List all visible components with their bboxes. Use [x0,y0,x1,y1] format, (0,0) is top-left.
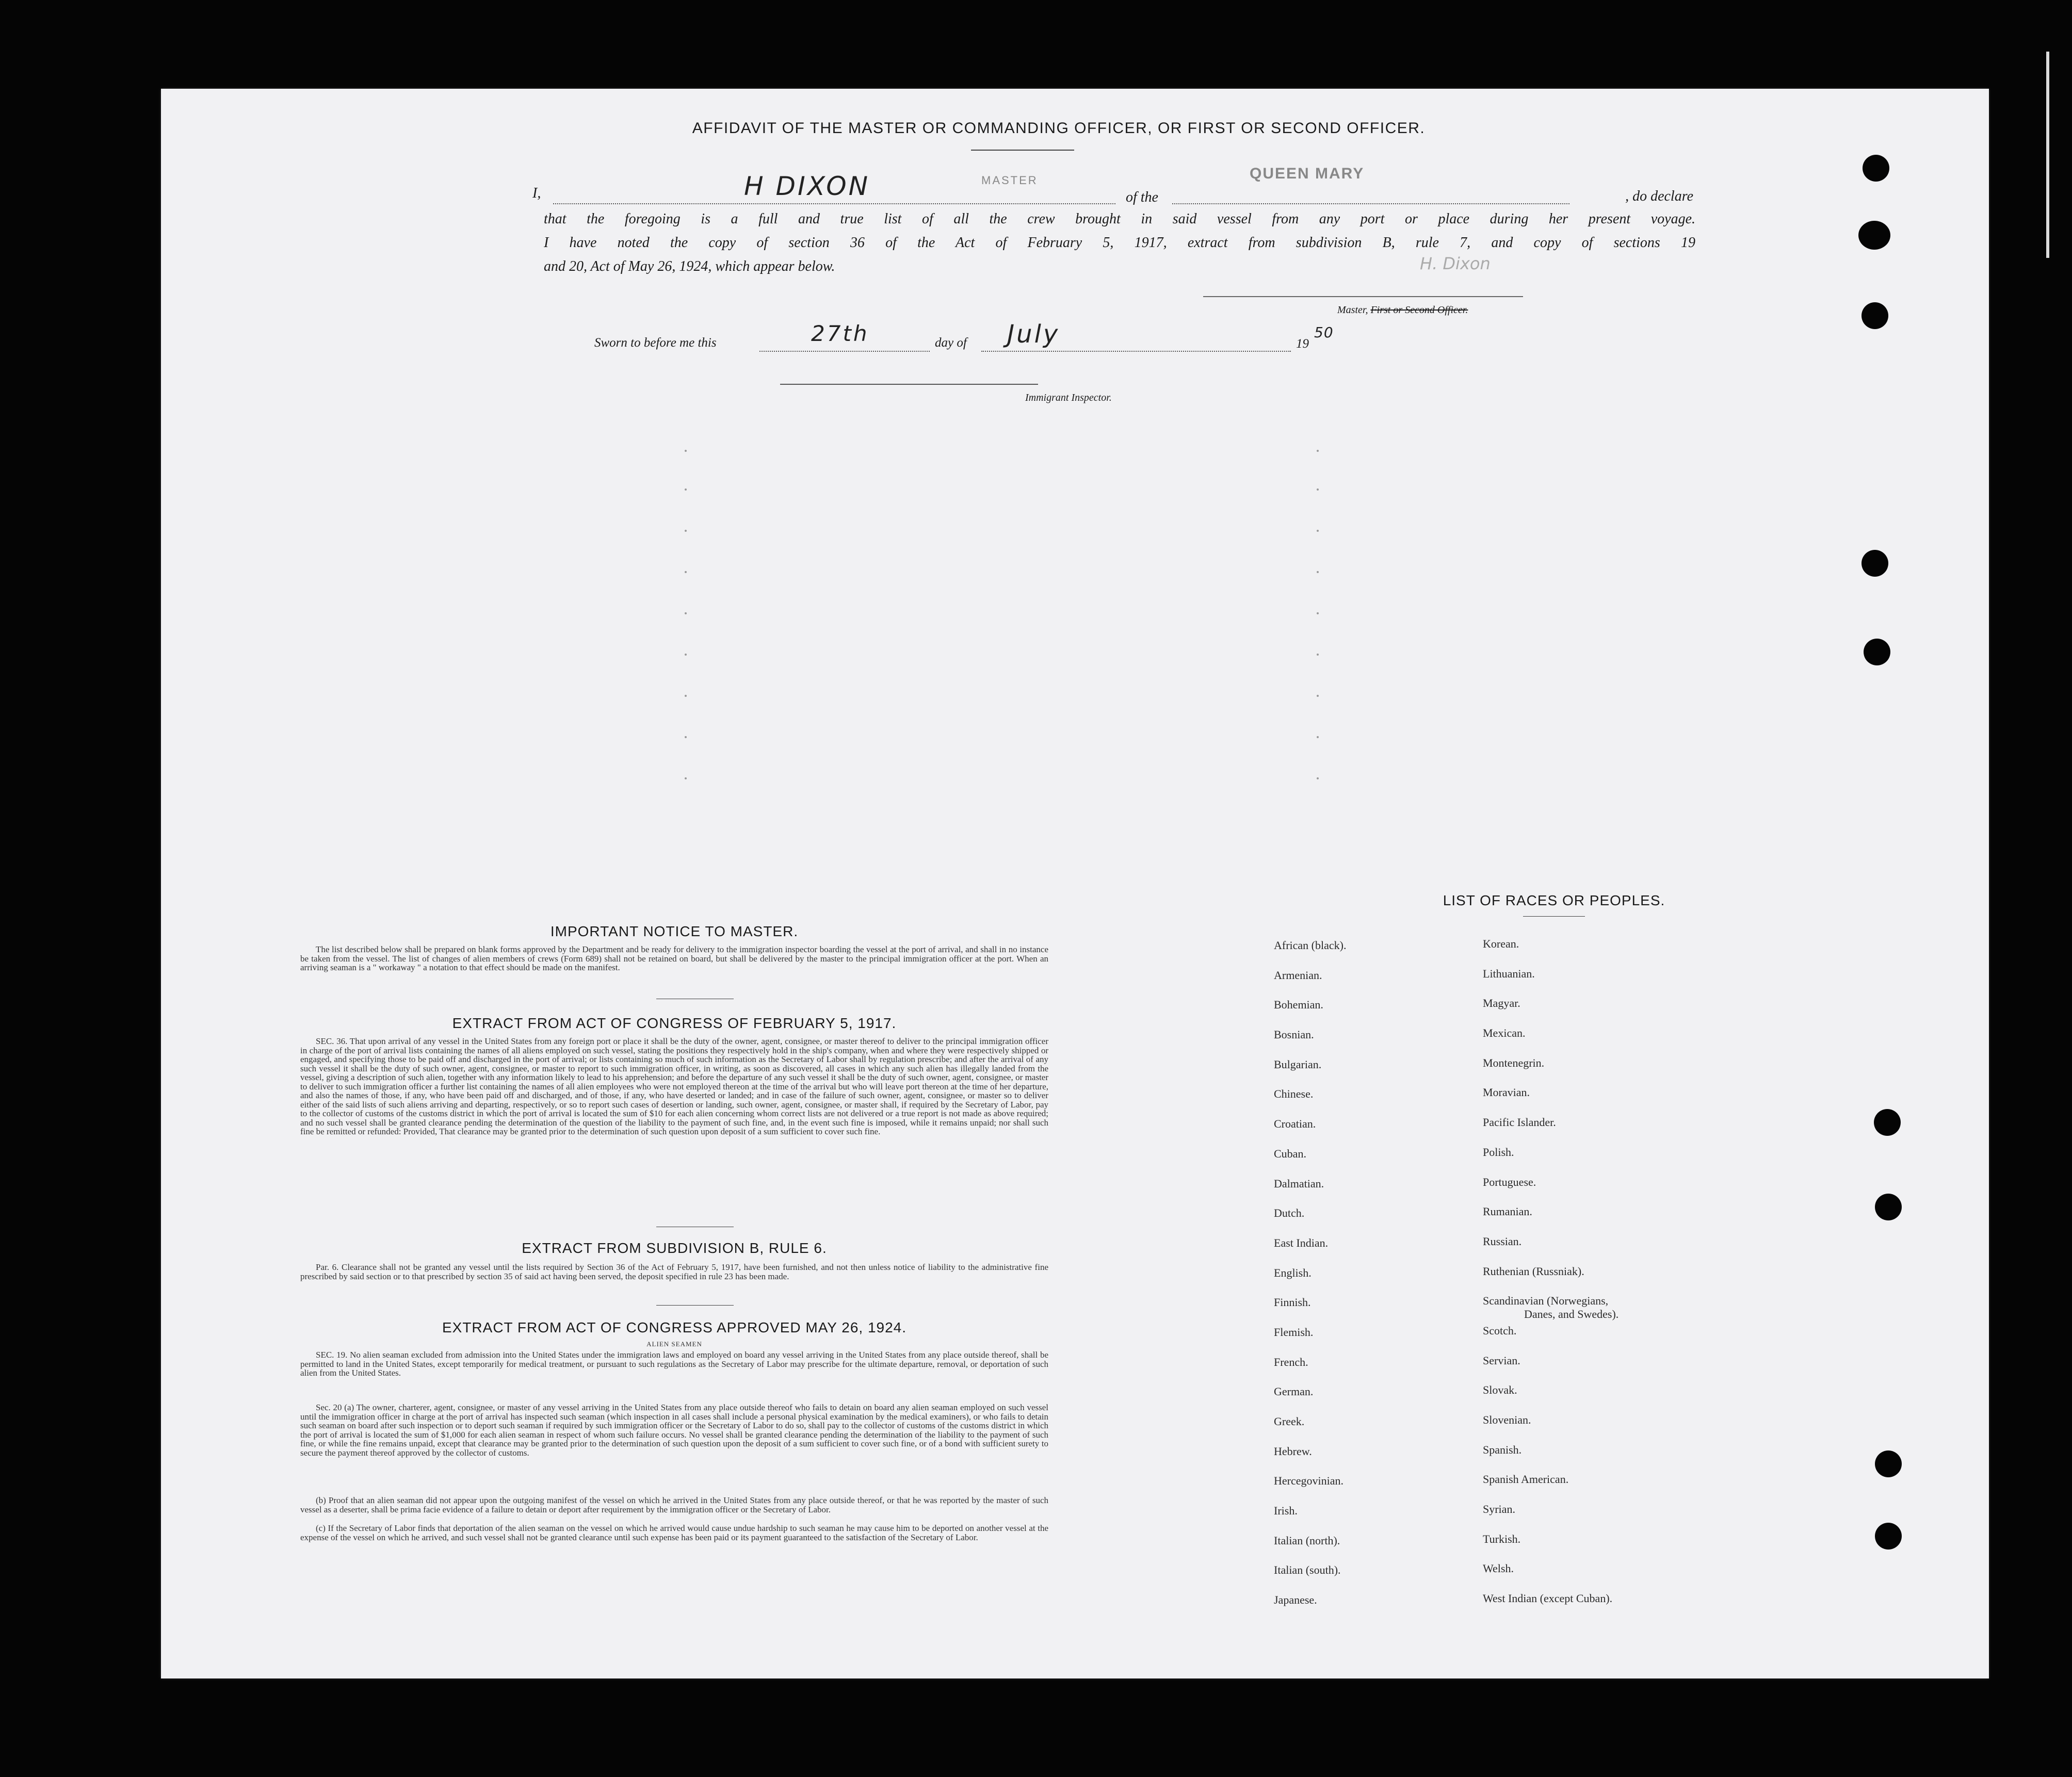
inspector-label: Immigrant Inspector. [1025,392,1112,403]
race-item: Moravian. [1483,1086,1530,1099]
race-item: Bohemian. [1274,998,1323,1012]
race-item: Spanish. [1483,1443,1522,1456]
declaration-line-2: I have noted the copy of section 36 of the Act of February 5, 1917, extract from subdivision B, rule 7, and copy of sections 19 [544,235,1695,251]
punch-hole [1864,639,1890,665]
inspector-line [780,384,1038,385]
of-the-label: of the [1126,189,1158,205]
form-mark [685,777,687,779]
race-item: Croatian. [1274,1117,1316,1131]
race-item: Magyar. [1483,997,1520,1010]
form-mark [685,736,687,738]
form-mark [1317,450,1319,452]
race-item: English. [1274,1266,1312,1279]
punch-hole [1863,155,1889,182]
form-mark [1317,530,1319,532]
extract-1917-text: SEC. 36. That upon arrival of any vessel in the United States from any foreign port or place it shall be the duty of the owner, agent, consignee, or master thereof to deliver to the principal immigration officer in charge of the port of arrival lists containing the names of all aliens employed on such vessel, stating the positions they respectively hold in the ship's company, when and where they were respectively shipped or engaged, and specifying those to be paid off and discharged in the port of arrival; or lists containing so much of such information as the Secretary of Labor shall by regulation prescribe; and after the arrival of any such vessel it shall be the duty of such owner, agent, consignee, or master to report to such immigration officer, in writing, as soon as discovered, all cases in which any such alien has illegally landed from the vessel, giving a description of such alien, together with any information likely to lead to his apprehension; and before the departure of any such vessel it shall be the duty of such owner, agent, consignee, or master to deliver to such immigration officer a further list containing the names of all alien employees who were not employed thereon at the time of the arrival but who will leave port thereon at the time of her departure, and also the names of those, if any, who have been paid off and discharged, and of those, if any, who have deserted or landed; and in case of the failure of such owner, agent, consignee, or master so to deliver either of the said lists of such aliens arriving and departing, respectively, or so to report such cases of desertion or landing, such owner, agent, consignee, or master shall, if required by the Secretary of Labor, pay to the collector of customs of the customs district in which the port of arrival is located the sum of $10 for each alien concerning whom correct lists are not delivered or a true report is not made as above required; and no such vessel shall be granted clearance pending the determination of the question of the liability to the payment of such fine, and, in the event such fine is imposed, while it remains unpaid; nor shall such fine be remitted or refunded: Provided, That clearance may be granted prior to the determination of such question upon deposit of a sum sufficient to cover such fine. [300,1036,1048,1136]
film-edge [2046,52,2049,258]
sworn-month-line [981,351,1291,352]
race-item: Italian (south). [1274,1563,1341,1577]
race-item: Ruthenian (Russniak). [1483,1264,1584,1278]
race-item: Korean. [1483,937,1519,950]
sec-20c-text: (c) If the Secretary of Labor finds that deportation of the alien seaman on the vessel on which he arrived would cause undue hardship to such seaman he may cause him to be deported on another vessel at the expense of the vessel on which he arrived, and such vessel shall not be granted clearance until such expense has been paid or its payment guaranteed to the satisfaction of the Secretary of Labor. [300,1523,1048,1542]
sworn-day-line [759,351,930,352]
race-item: Japanese. [1274,1593,1317,1607]
signer-struck: First or Second Officer. [1370,304,1468,316]
form-mark [1317,736,1319,738]
race-item: East Indian. [1274,1236,1329,1249]
form-mark [685,695,687,697]
race-item: Bosnian. [1274,1028,1314,1041]
document-sheet [161,89,1989,1678]
punch-hole [1861,302,1888,329]
sec-20b-text: (b) Proof that an alien seaman did not appear upon the outgoing manifest of the vessel on which he arrived in the United States from any place outside thereof, or that he was reported by the master of such vessel as a deserter, shall be prima facie evidence of a failure to detain or deport after requirement by the immigration officer or the Secretary of Labor. [300,1495,1048,1514]
signer-master: Master, [1337,304,1368,316]
race-item-continuation: Danes, and Swedes). [1524,1308,1619,1321]
declaration-line-3: and 20, Act of May 26, 1924, which appear below. [544,258,835,274]
signature-line [1203,296,1523,297]
race-item: Scandinavian (Norwegians, [1483,1294,1609,1308]
day-of-label: day of [935,336,967,350]
form-mark [1317,571,1319,573]
notice-text: The list described below shall be prepared on blank forms approved by the Department and be ready for delivery to the immigration inspector boarding the vessel at the port of arrival, and shall in no instance be taken from the vessel. The list of changes of alien members of crews (Form 689) shall not be retained on board, but shall be delivered by the master to the principal immigration officer at the port. When an arriving seaman is a " workaway " a notation to that effect should be made on the manifest. [300,944,1048,972]
extract-rule6-text: Par. 6. Clearance shall not be granted any vessel until the lists required by Section 36 of the Act of February 5, 1917, have been furnished, and not then unless notice of liability to the administrative fine prescribed by said section or to that prescribed by section 35 of said act having been served, the deposit specified in rule 23 has been made. [300,1262,1048,1281]
punch-hole [1875,1450,1902,1477]
race-item: Irish. [1274,1504,1298,1518]
race-item: Montenegrin. [1483,1056,1545,1069]
notice-heading: IMPORTANT NOTICE TO MASTER. [550,923,799,939]
race-item: Turkish. [1483,1532,1521,1545]
master-signature: H. Dixon [1420,254,1491,273]
extract-rule6-heading: EXTRACT FROM SUBDIVISION B, RULE 6. [522,1240,827,1256]
form-mark [1317,488,1319,491]
race-item: German. [1274,1385,1314,1398]
races-heading: LIST OF RACES OR PEOPLES. [1443,892,1665,908]
master-name: H DIXON [744,171,870,201]
race-item: Bulgarian. [1274,1057,1322,1071]
title-divider [971,150,1074,151]
race-item: Dalmatian. [1274,1177,1324,1190]
form-mark [685,450,687,452]
race-item: Servian. [1483,1354,1520,1367]
do-declare-label: , do declare [1625,188,1693,204]
race-item: Pacific Islander. [1483,1116,1556,1129]
form-mark [1317,777,1319,779]
punch-hole [1874,1109,1901,1136]
form-mark [685,612,687,614]
races-left-column [1274,939,1346,1623]
form-mark [1317,612,1319,614]
punch-hole [1858,221,1890,250]
race-item: Finnish. [1274,1296,1311,1309]
form-mark [1317,654,1319,656]
sec-19-text: SEC. 19. No alien seaman excluded from admission into the United States under the immigration laws and employed on board any vessel arriving in the United States from any place outside thereof, shall be permitted to land in the United States, except temporarily for medical treatment, or pursuant to such regulations as the Secretary of Labor may prescribe for the ultimate departure, removal, or deportation of such alien from the United States. [300,1350,1048,1378]
extract-rule6-divider [656,1305,734,1306]
race-item: Slovak. [1483,1383,1517,1397]
race-item: Rumanian. [1483,1205,1532,1218]
form-mark [685,488,687,491]
race-item: Portuguese. [1483,1175,1536,1188]
race-item: Greek. [1274,1415,1305,1428]
race-item: Scotch. [1483,1324,1517,1337]
punch-hole [1875,1523,1902,1550]
race-item: African (black). [1274,939,1347,952]
form-mark [685,530,687,532]
race-item: Hebrew. [1274,1444,1312,1458]
race-item: Dutch. [1274,1207,1305,1220]
race-item: Russian. [1483,1234,1522,1248]
extract-1917-heading: EXTRACT FROM ACT OF CONGRESS OF FEBRUARY 5, 1917. [452,1015,897,1031]
master-stamp: MASTER [981,174,1038,187]
race-item-scandinavian [1483,1294,1619,1324]
punch-hole [1875,1194,1902,1220]
race-item: Lithuanian. [1483,967,1535,980]
sworn-label: Sworn to before me this [594,336,717,350]
races-divider [1523,916,1585,917]
race-item: Armenian. [1274,968,1322,982]
race-item: Mexican. [1483,1026,1526,1040]
race-item: Chinese. [1274,1087,1314,1101]
declaration-line-1: that the foregoing is a full and true list of all the crew brought in said vessel from any port or place during her present voyage. [544,211,1695,227]
form-mark [685,654,687,656]
race-item: Syrian. [1483,1503,1515,1516]
race-item: Polish. [1483,1145,1514,1159]
race-item: French. [1274,1355,1308,1368]
race-item: Welsh. [1483,1562,1514,1575]
race-item: Flemish. [1274,1325,1314,1339]
race-item: Cuban. [1274,1147,1306,1160]
sworn-day: 27th [811,321,869,346]
affidavit-title: AFFIDAVIT OF THE MASTER OR COMMANDING OFFICER, OR FIRST OR SECOND OFFICER. [692,120,1426,137]
races-right-column [1483,937,1619,1622]
form-mark [1317,695,1319,697]
year-suffix: 50 [1314,324,1334,341]
sworn-month: July [1007,320,1060,349]
sec-20a-text: Sec. 20 (a) The owner, charterer, agent, consignee, or master of any vessel arriving in the United States from any place outside thereof who fails to detain on board any alien seaman employed on such vessel until the immigration officer in charge at the port of arrival has inspected such seaman (which inspection in all cases shall include a personal physical examination by the medical examiners), or who fails to detain such seaman on board after such inspection or to deport such seaman if required by such immigration officer or the Secretary of Labor to do so, shall pay to the collector of customs of the customs district in which the port of arrival is located the sum of $1,000 for each alien seaman in respect of whom such failure occurs. No vessel shall be granted clearance pending the determination of the liability to the payment of such fine, or while the fine remains unpaid, except that clearance may be granted prior to the determination of such question upon the deposit of a sum sufficient to cover such fine, or of a bond with sufficient surety to secure the payment thereof approved by the collector of customs. [300,1403,1048,1458]
race-item: Hercegovinian. [1274,1474,1343,1488]
punch-hole [1861,550,1888,577]
master-name-line [553,203,1115,204]
i-label: I, [532,185,541,201]
form-mark [685,571,687,573]
race-item: Italian (north). [1274,1534,1340,1547]
vessel-stamp: QUEEN MARY [1250,165,1365,182]
extract-1924-heading: EXTRACT FROM ACT OF CONGRESS APPROVED MAY 26, 1924. [442,1319,907,1335]
race-item: Spanish American. [1483,1473,1569,1486]
race-item: West Indian (except Cuban). [1483,1592,1613,1605]
year-prefix: 19 [1296,337,1309,351]
signer-title [1337,304,1468,316]
extract-1924-subheading: ALIEN SEAMEN [646,1340,702,1348]
race-item: Slovenian. [1483,1413,1531,1426]
